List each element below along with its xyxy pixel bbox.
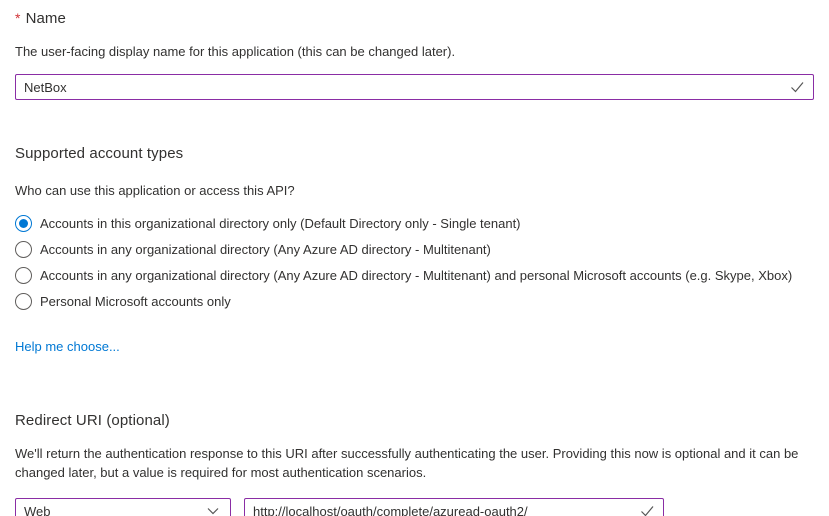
required-asterisk: * bbox=[15, 10, 21, 26]
account-types-question: Who can use this application or access this API? bbox=[15, 183, 295, 198]
name-description: The user-facing display name for this application (this can be changed later). bbox=[15, 44, 456, 59]
radio-button[interactable] bbox=[15, 267, 32, 284]
redirect-uri-input[interactable] bbox=[244, 498, 664, 516]
radio-option-label: Accounts in any organizational directory (Any Azure AD directory - Multitenant) bbox=[40, 241, 491, 257]
redirect-uri-description: We'll return the authentication response to this URI after successfully authenticating the user. Providing this now is optional and it can be changed later, but a value is required for most authentication scenarios. bbox=[15, 446, 799, 480]
radio-option-multitenant[interactable] bbox=[15, 236, 814, 262]
radio-option-label: Accounts in any organizational directory (Any Azure AD directory - Multitenant) and personal Microsoft accounts (e.g. Skype, Xbox) bbox=[40, 267, 793, 283]
chevron-down-icon bbox=[205, 503, 221, 516]
account-types-title: Supported account types bbox=[15, 145, 184, 162]
platform-select-value: Web bbox=[24, 503, 51, 516]
radio-option-label: Accounts in this organizational directory only (Default Directory only - Single tenant) bbox=[40, 215, 521, 231]
radio-button[interactable] bbox=[15, 293, 32, 310]
name-section-title bbox=[15, 10, 814, 27]
help-me-choose-link[interactable]: Help me choose... bbox=[15, 339, 120, 354]
platform-select[interactable] bbox=[15, 498, 231, 516]
redirect-uri-title: Redirect URI (optional) bbox=[15, 412, 170, 429]
radio-option-label: Personal Microsoft accounts only bbox=[40, 293, 231, 309]
radio-button[interactable] bbox=[15, 241, 32, 258]
name-title-text: Name bbox=[25, 10, 66, 27]
account-type-radio-group bbox=[15, 210, 814, 314]
name-input-wrap bbox=[15, 74, 814, 100]
name-input[interactable] bbox=[15, 74, 814, 100]
radio-option-multitenant-personal[interactable] bbox=[15, 262, 814, 288]
redirect-uri-controls bbox=[15, 498, 814, 516]
radio-option-personal-only[interactable] bbox=[15, 288, 814, 314]
radio-button[interactable] bbox=[15, 215, 32, 232]
redirect-uri-input-wrap bbox=[244, 498, 664, 516]
radio-option-single-tenant[interactable] bbox=[15, 210, 814, 236]
